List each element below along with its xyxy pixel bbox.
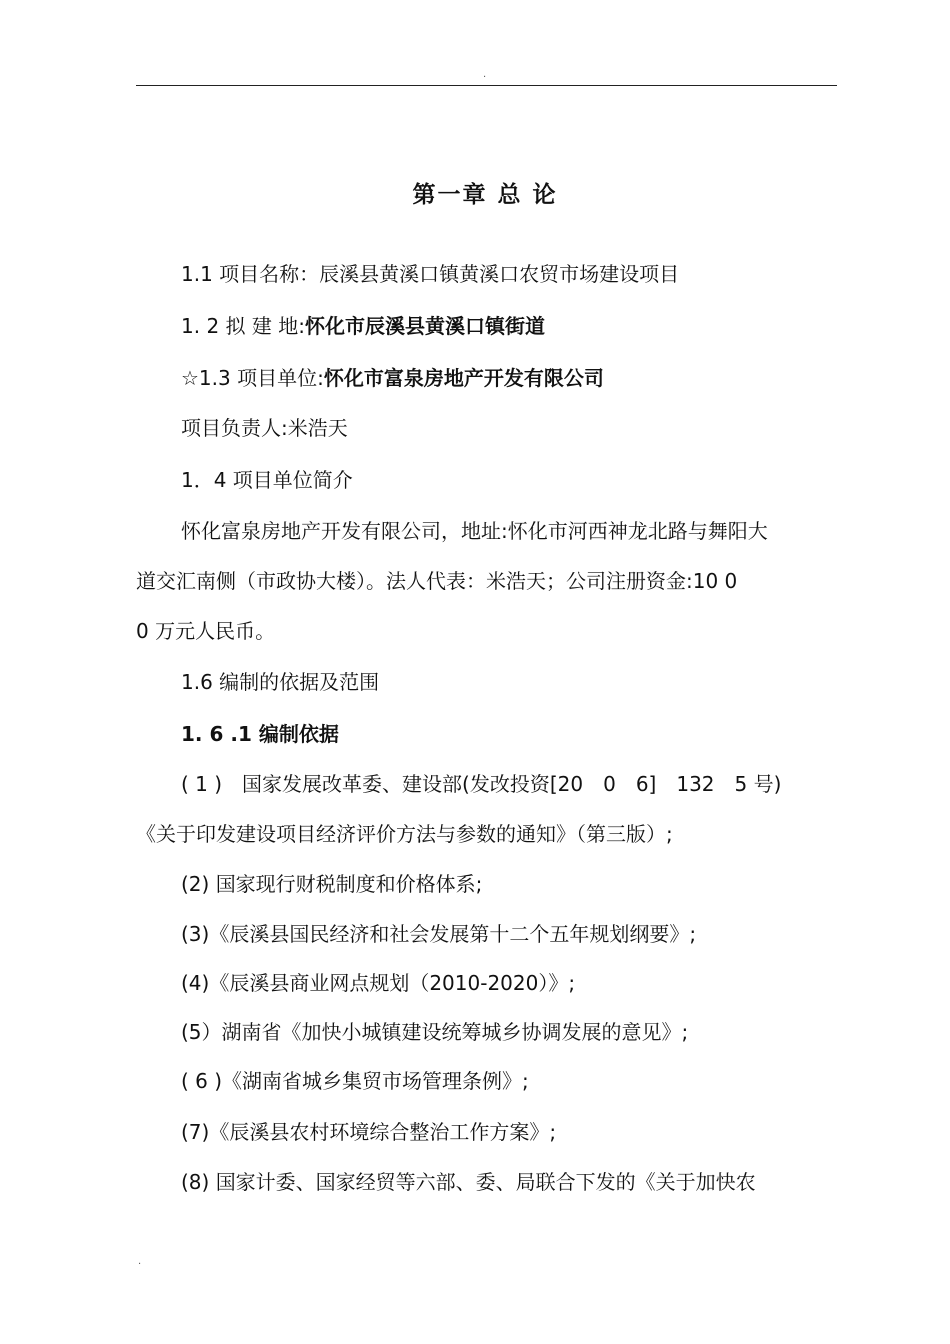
basis-item: (8) 国家计委、国家经贸等六部、委、局联合下发的《关于加快农 [181,1170,756,1194]
basis-item: 《关于印发建设项目经济评价方法与参数的通知》（第三版）; [136,822,673,846]
basis-item: (5）湖南省《加快小城镇建设统筹城乡协调发展的意见》; [181,1020,689,1044]
project-name-label: 1.1 项目名称： [181,262,320,286]
project-location-value: 怀化市辰溪县黄溪口镇街道 [304,314,545,338]
project-leader: 项目负责人:米浩天 [181,416,348,440]
project-location-line [181,312,545,340]
intro-line: 道交汇南侧（市政协大楼）。法人代表：米浩天；公司注册资金:10 0 [136,569,738,593]
project-unit-line [181,364,604,392]
header-rule [136,85,837,86]
section-1-6-1-heading: 1. 6 .1 编制依据 [181,722,339,746]
header-mark: . [483,69,487,80]
project-unit-value: 怀化市富泉房地产开发有限公司 [323,366,604,390]
project-name-line [181,260,679,288]
basis-item: (3)《辰溪县国民经济和社会发展第十二个五年规划纲要》; [181,922,697,946]
basis-item: (2) 国家现行财税制度和价格体系; [181,872,483,896]
basis-item: (4)《辰溪县商业网点规划（2010-2020）》; [181,971,576,995]
project-name-value: 辰溪县黄溪口镇黄溪口农贸市场建设项目 [319,262,680,286]
intro-line: 0 万元人民币。 [136,619,276,643]
footer-mark: . [138,1256,142,1267]
project-unit-label: ☆1.3 项目单位: [181,366,324,390]
chapter-title: 第一章 总 论 [412,182,558,208]
project-location-label: 1. 2 拟 建 地: [181,314,305,338]
basis-item: ( 1 ) 国家发展改革委、建设部(发改投资[20 0 6] 132 5 号) [181,772,782,796]
basis-item: ( 6 )《湖南省城乡集贸市场管理条例》; [181,1069,529,1093]
intro-line: 怀化富泉房地产开发有限公司，地址:怀化市河西神龙北路与舞阳大 [181,519,768,543]
section-1-6-heading: 1.6 编制的依据及范围 [181,670,380,694]
section-1-4-heading: 1．4 项目单位简介 [181,468,353,492]
basis-item: (7)《辰溪县农村环境综合整治工作方案》; [181,1120,557,1144]
